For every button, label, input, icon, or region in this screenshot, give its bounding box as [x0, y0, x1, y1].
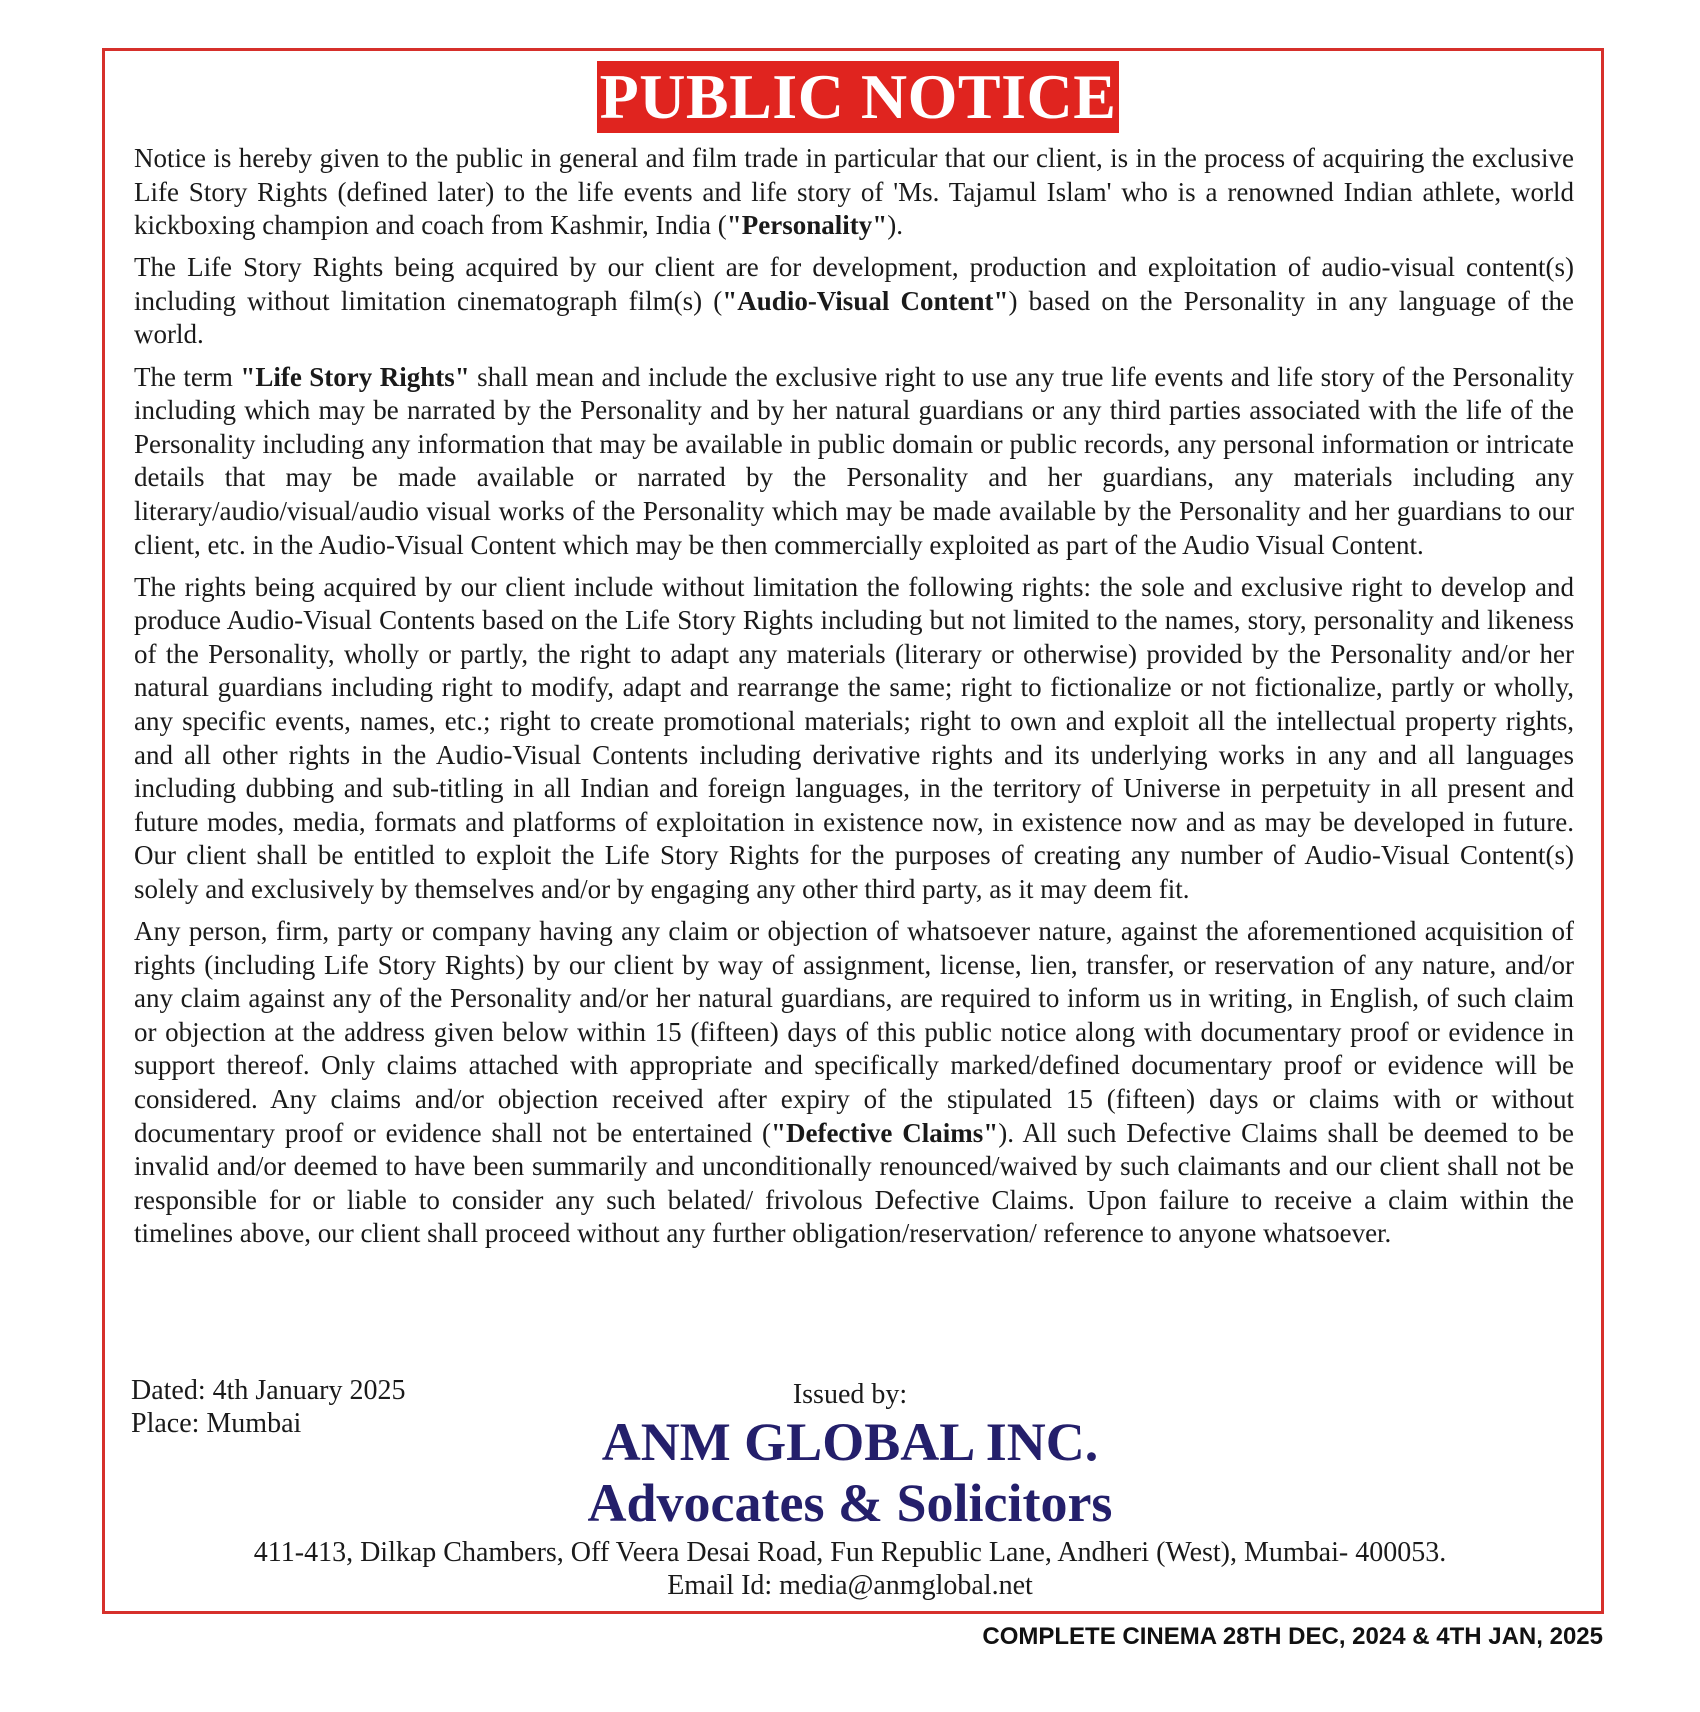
notice-paragraph: The Life Story Rights being acquired by our client are for development, production and exploitation of audio-visual content(s) including without limitation cinematograph film(s) ("Audio-Visual Content") based on the Personality in any language of the world. [134, 252, 1574, 350]
firm-address: 411-413, Dilkap Chambers, Off Veera Desai Road, Fun Republic Lane, Andheri (West), Mumbai- 400053. [253, 1537, 1447, 1568]
firm-name: ANM GLOBAL INC. [601, 1412, 1099, 1472]
place-line: Place: Mumbai [131, 1408, 302, 1439]
defined-term-defective-claims: "Defective Claims" [770, 1117, 999, 1148]
defined-term-audio-visual-content: "Audio-Visual Content" [722, 285, 1009, 316]
publication-footer: COMPLETE CINEMA 28TH DEC, 2024 & 4TH JAN, 2025 [982, 1623, 1603, 1650]
dated-line: Dated: 4th January 2025 [131, 1375, 406, 1406]
notice-title: PUBLIC NOTICE [597, 61, 1119, 133]
notice-paragraph: The rights being acquired by our client include without limitation the following rights: the sole and exclusive right to develop and produce Audio-Visual Contents based on the Life Story Rights including but not limited to the names, story, personality and likeness of the Personality, wholly or partly, the right to adapt any materials (literary or otherwise) provided by the Personality and/or her natural guardians including right to modify, adapt and rearrange the same; right to fictionalize or not fictionalize, partly or wholly, any specific events, names, etc.; right to create promotional materials; right to own and exploit all the intellectual property rights, and all other rights in the Audio-Visual Contents including derivative rights and its underlying works in any and all languages including dubbing and sub-titling in all Indian and foreign languages, in the territory of Universe in perpetuity in all present and future modes, media, formats and platforms of exploitation in existence now, in existence now and as may be developed in future. Our client shall be entitled to exploit the Life Story Rights for the purposes of creating any number of Audio-Visual Content(s) solely and exclusively by themselves and/or by engaging any other third party, as it may deem fit. [134, 571, 1574, 904]
issued-by-label: Issued by: [792, 1379, 908, 1410]
defined-term-life-story-rights: "Life Story Rights" [240, 361, 470, 392]
notice-paragraph: Any person, firm, party or company having any claim or objection of whatsoever nature, against the aforementioned acquisition of rights (including Life Story Rights) by our client by way of assignment, license, lien, transfer, or reservation of any nature, and/or any claim against any of the Personality and/or her natural guardians, are required to inform us in writing, in English, of such claim or objection at the address given below within 15 (fifteen) days of this public notice along with documentary proof or evidence in support thereof. Only claims attached with appropriate and specifically marked/defined documentary proof or evidence will be considered. Any claims and/or objection received after expiry of the stipulated 15 (fifteen) days or claims with or without documentary proof or evidence shall not be entertained ("Defective Claims"). All such Defective Claims shall be deemed to be invalid and/or deemed to have been summarily and unconditionally renounced/waived by such claimants and our client shall not be responsible for or liable to consider any such belated/ frivolous Defective Claims. Upon failure to receive a claim within the timelines above, our client shall proceed without any further obligation/reservation/ reference to anyone whatsoever. [134, 916, 1575, 1249]
notice-paragraph: Notice is hereby given to the public in general and film trade in particular that our client, is in the process of acquiring the exclusive Life Story Rights (defined later) to the life events and life story of 'Ms. Tajamul Islam' who is a renowned Indian athlete, world kickboxing champion and coach from Kashmir, India ("Personality"). [134, 143, 1574, 241]
notice-paragraph: The term "Life Story Rights" shall mean and include the exclusive right to use any true life events and life story of the Personality including which may be narrated by the Personality and by her natural guardians or any third parties associated with the life of the Personality including any information that may be available in public domain or public records, any personal information or intricate details that may be made available or narrated by the Personality and her guardians, any materials including any literary/audio/visual/audio visual works of the Personality which may be made available by the Personality and her guardians to our client, etc. in the Audio-Visual Content which may be then commercially exploited as part of the Audio Visual Content. [134, 361, 1574, 560]
defined-term-personality: "Personality" [726, 210, 888, 241]
firm-subtitle: Advocates & Solicitors [587, 1473, 1113, 1533]
notice-body [134, 142, 1574, 1260]
firm-email: Email Id: media@anmglobal.net [667, 1570, 1033, 1601]
